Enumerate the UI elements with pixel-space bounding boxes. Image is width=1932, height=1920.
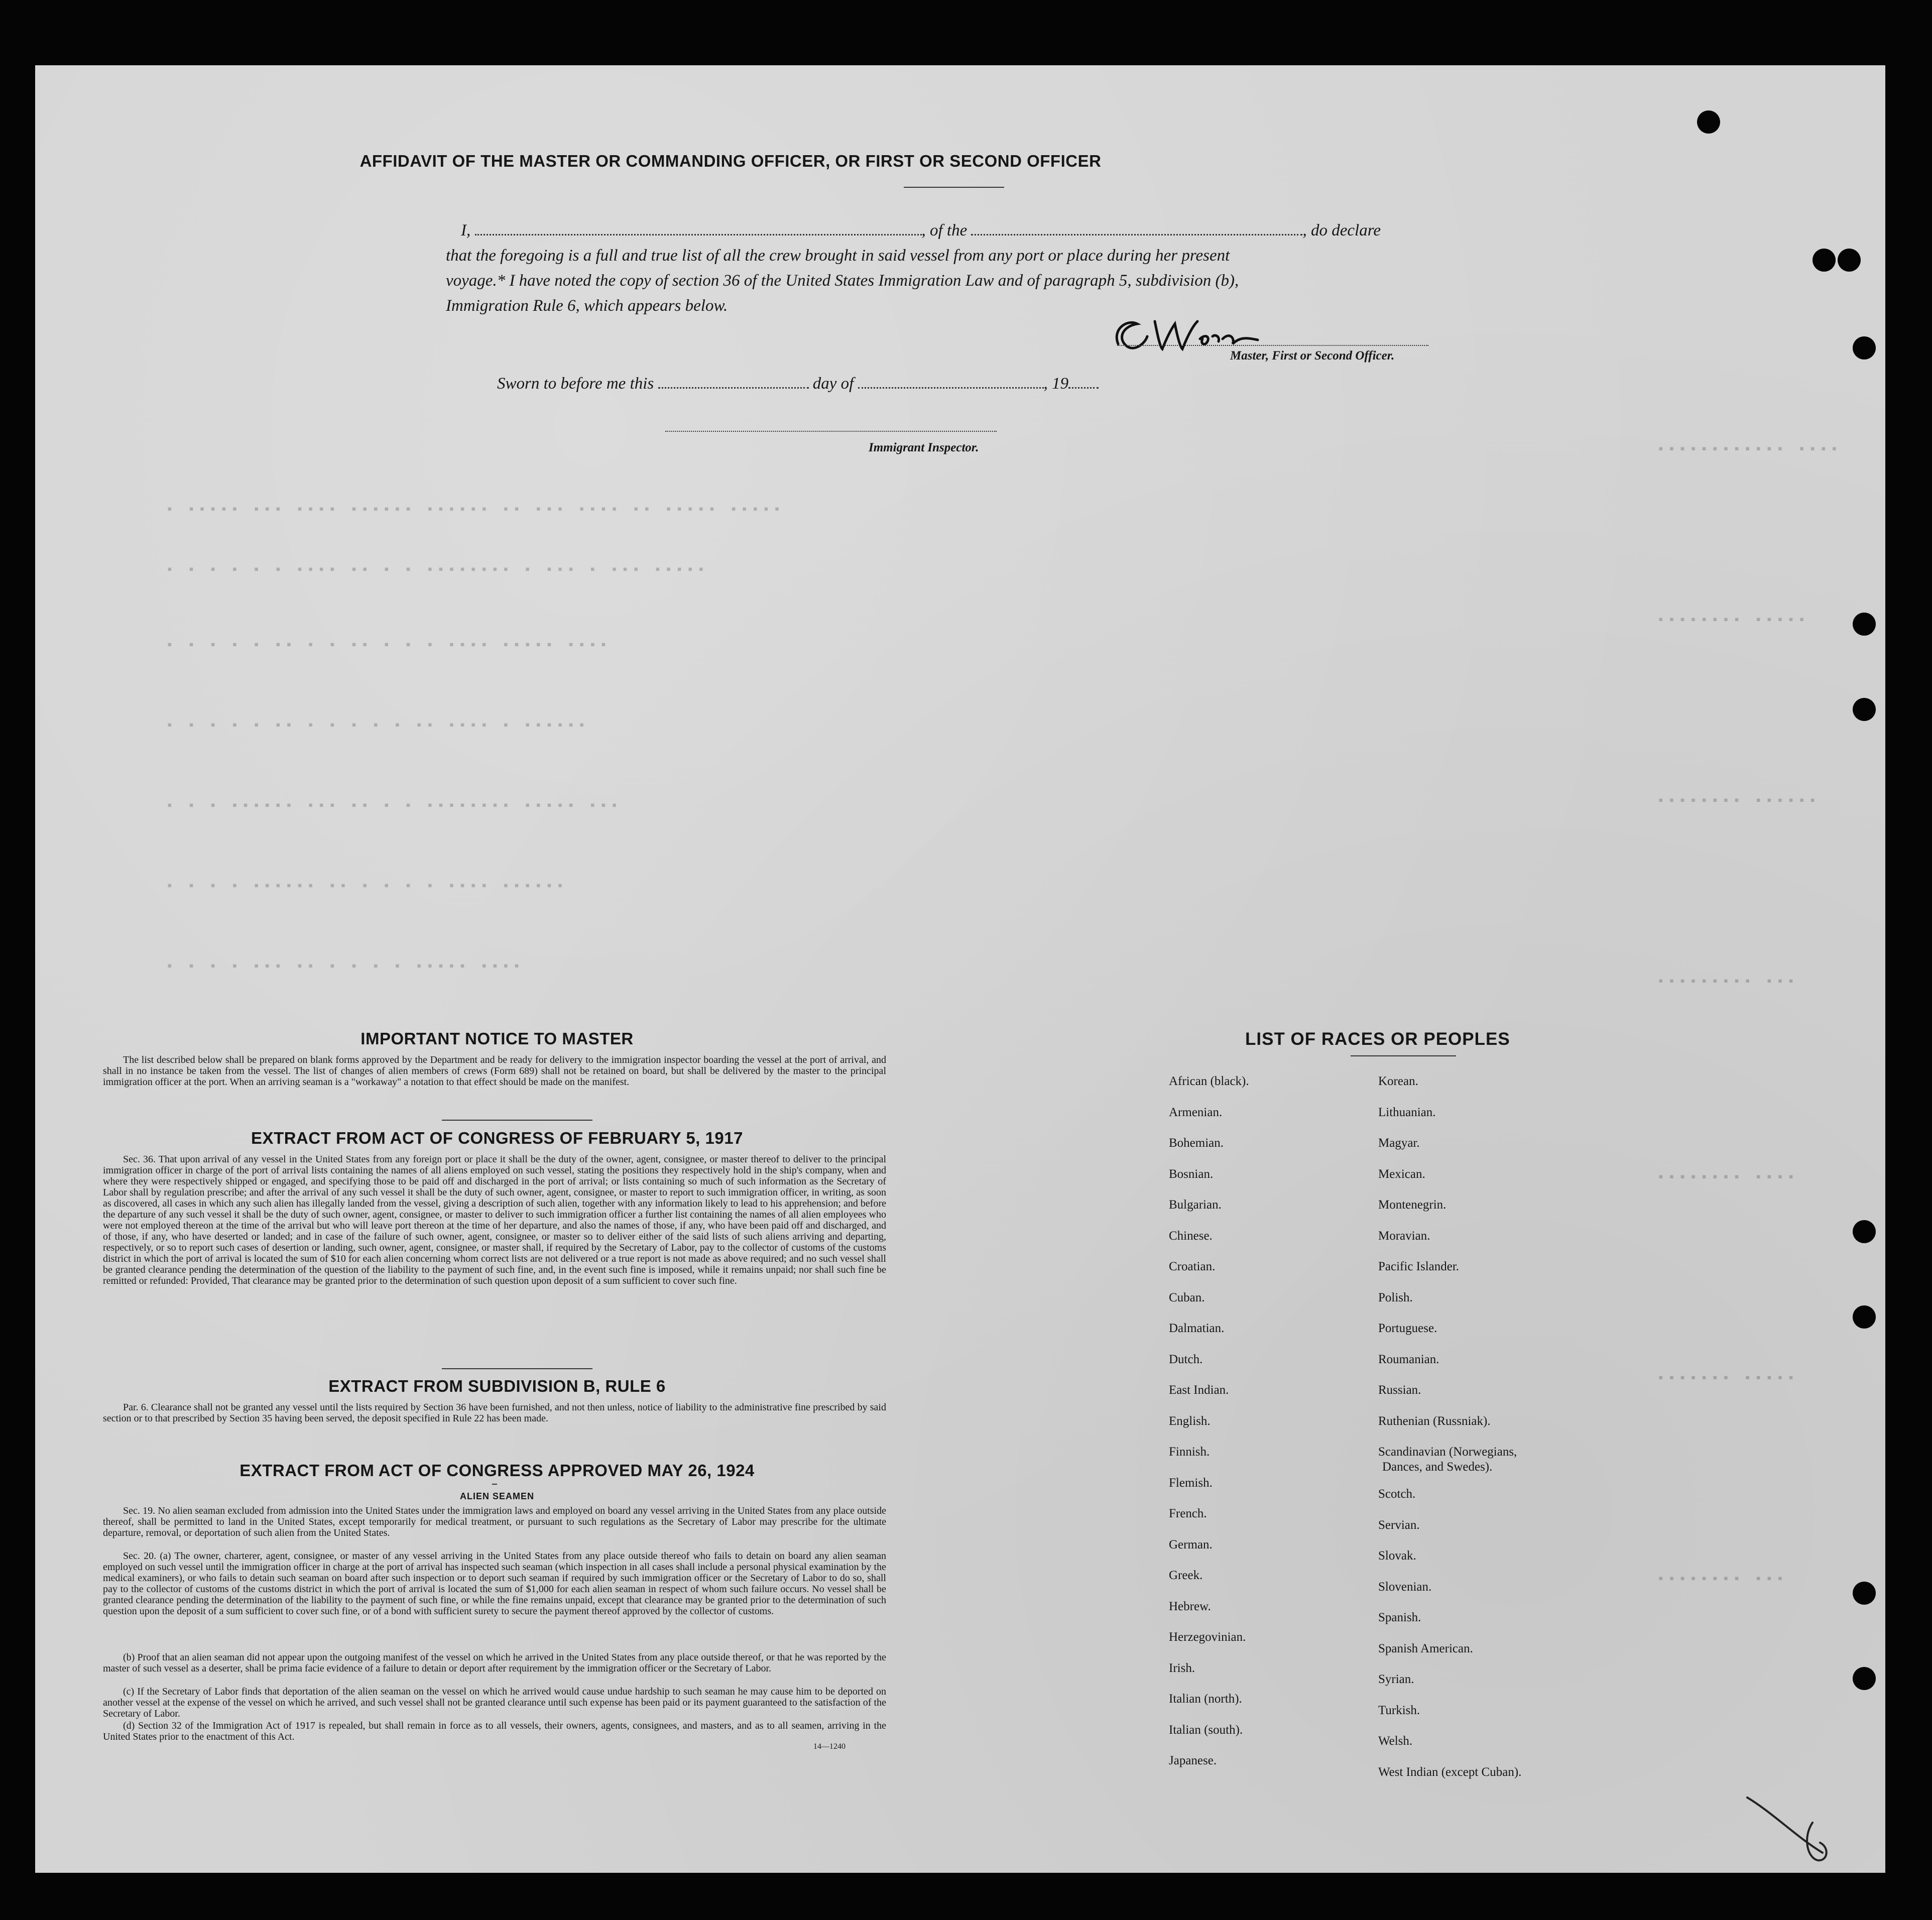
vessel-blank[interactable] (971, 221, 1302, 235)
race-item: Croatian. (1169, 1260, 1216, 1273)
notice-body: The list described below shall be prepared on blank forms approved by the Department and be ready for delivery to the immigration inspector boarding the vessel at the port of arrival, and shall in no instance be taken from the vessel. The list of changes of alien members of crews (Form 689) shall not be retained on board, but shall be delivered by the master to the principal immigration officer at the port. When an arriving seaman is a "workaway" a notation to that effect should be made on the manifest. (103, 1054, 886, 1088)
sworn-day-blank[interactable] (658, 374, 809, 389)
extract-1924-sec20c: (c) If the Secretary of Labor finds that deportation of the alien seaman on the vessel on which he arrived would cause undue hardship to such seaman he may cause him to be deported on another vessel at the expense of the vessel on which he arrived, and such vessel shall not be granted clearance until such expense has been paid or its payment guaranteed to the satisfaction of the Secretary of Labor. (103, 1686, 886, 1719)
divider-3 (492, 1484, 497, 1485)
races-right-column (1378, 1074, 1521, 1796)
race-item: Welsh. (1378, 1734, 1413, 1748)
race-item: Polish. (1378, 1290, 1413, 1304)
race-item: English. (1169, 1414, 1211, 1428)
race-item: Russian. (1378, 1383, 1421, 1397)
extract-1917-title: EXTRACT FROM ACT OF CONGRESS OF FEBRUARY 5, 1917 (251, 1129, 743, 1147)
race-item: Dalmatian. (1169, 1322, 1225, 1335)
race-item: Dances, and Swedes). (1382, 1460, 1493, 1474)
race-item: Bohemian. (1169, 1136, 1224, 1150)
handwritten-mark (1742, 1792, 1843, 1868)
affidavit-i: I, (461, 221, 471, 239)
affidavit-declaration-line (461, 218, 1381, 243)
race-item: Finnish. (1169, 1445, 1210, 1459)
race-item: Servian. (1378, 1518, 1420, 1532)
sworn-month-blank[interactable] (858, 374, 1044, 389)
race-item: Korean. (1378, 1074, 1418, 1088)
affidavit-line-4: Immigration Rule 6, which appears below. (446, 297, 728, 315)
race-item: French. (1169, 1507, 1207, 1520)
race-item: Spanish American. (1378, 1641, 1473, 1655)
races-title: LIST OF RACES OR PEOPLES (1245, 1029, 1510, 1049)
race-item: Irish. (1169, 1661, 1195, 1675)
inspector-signature-line[interactable] (665, 431, 997, 432)
sworn-year-blank[interactable] (1068, 374, 1099, 389)
race-item: Moravian. (1378, 1229, 1430, 1243)
race-item: Chinese. (1169, 1229, 1213, 1243)
extract-1924-subtitle: ALIEN SEAMEN (459, 1491, 534, 1501)
sworn-year: , 19 (1043, 375, 1069, 393)
races-left-column (1169, 1074, 1249, 1785)
race-item: Portuguese. (1378, 1322, 1437, 1335)
race-item: Flemish. (1169, 1476, 1213, 1490)
affidavit-of-the: , of the (921, 221, 968, 239)
race-item: Montenegrin. (1378, 1198, 1446, 1212)
extract-rule6-body: Par. 6. Clearance shall not be granted any vessel until the lists required by Section 36 have been furnished, and not then unless, notice of liability to the administrative fine prescribed by said section or to that prescribed by Section 35 having been served, the deposit specified in Rule 22 has been made. (103, 1402, 886, 1424)
sworn-prefix: Sworn to before me this (497, 375, 654, 393)
affidavit-line-3: voyage.* I have noted the copy of section 36 of the United States Immigration Law and of paragraph 5, subdivision (b), (446, 272, 1239, 290)
form-number: 14—1240 (813, 1742, 846, 1751)
manifest-back-page: ▪ ▪▪▪▪▪ ▪▪▪ ▪▪▪▪ ▪▪▪▪▪▪ ▪▪▪▪▪▪ ▪▪ ▪▪▪ ▪▪▪▪ ▪▪ ▪▪▪▪▪ ▪▪▪▪▪ ▪ ▪ ▪ ▪ ▪ ▪ ▪▪▪▪ ▪▪ ▪ ▪ ▪▪▪▪▪▪▪▪ ▪ ▪▪▪ ▪ ▪▪▪ ▪▪▪▪▪ ▪ ▪ ▪ ▪ ▪ ▪▪ ▪ ▪ ▪▪ ▪ ▪ ▪ ▪▪▪▪ ▪▪▪▪▪ ▪▪▪▪ ▪ ▪ ▪ ▪ ▪ ▪▪ ▪ ▪ ▪ ▪ ▪ ▪▪ ▪▪▪▪ ▪ ▪▪▪▪▪▪ ▪ ▪ ▪ ▪▪▪▪▪▪ ▪▪▪ ▪▪ ▪ ▪ ▪▪▪▪▪▪▪▪ ▪▪▪▪▪ ▪▪▪ ▪ ▪ ▪ ▪ ▪▪▪▪▪▪ ▪▪ ▪ ▪ ▪ ▪ ▪▪▪▪ ▪▪▪▪▪▪ ▪ ▪ ▪ ▪ ▪▪▪ ▪▪ ▪ ▪ ▪ ▪ ▪▪▪▪▪ ▪▪▪▪ ▪▪▪▪▪▪▪▪▪▪▪▪ ▪▪▪▪ ▪▪▪▪▪▪▪▪ ▪▪▪▪▪ ▪▪▪▪▪▪▪▪ ▪▪▪▪▪▪ ▪▪▪▪▪▪▪▪▪ ▪▪▪ ▪▪▪▪▪▪▪▪ ▪▪▪▪ ▪▪▪▪▪▪▪ ▪▪▪▪▪ ▪▪▪▪▪▪▪▪ ▪▪▪ AFFIDAVIT OF THE MASTER OR COMMANDING OFFICER, OR FIRST OR SECOND OFFICER I, , of the , do declare that the foregoing is a full and true list of all the crew brought in said vessel from any port or place during her present voyage.* I have noted the copy of section 36 of the United States Immigration Law and of paragraph 5, subdivision (b), Immigration Rule 6, which appears below. Master, First or Second Officer. Sworn to before me this day of , 19 Immigrant Inspector. IMPORTANT NOTICE TO MASTER The list described below shall be prepared on blank forms approved by the Department and be ready for delivery to the immigration inspector boarding the vessel at the port of arrival, and shall in no instance be taken from the vessel. The list of changes of alien members of crews (Form 689) shall not be retained on board, but shall be delivered by the master to the principal immigration officer at the port. When an arriving seaman is a "workaway" a notation to that effect should be made on the manifest. EXTRACT FROM ACT OF CONGRESS OF FEBRUARY 5, 1917 Sec. 36. That upon arrival of any vessel in the United States from any foreign port or place it shall be the duty of the owner, agent, consignee, or master thereof to deliver to the principal immigration officer in charge of the port of arrival lists containing the names of all aliens employed on such vessel, stating the positions they respectively hold in the ship's company, when and where they were respectively shipped or engaged, and specifying those to be paid off and discharged in the port of arrival; or lists containing so much of such information as the Secretary of Labor shall by regulation prescribe; and after the arrival of any such vessel it shall be the duty of such owner, agent, consignee, or master to report to such immigration officer, in writing, as soon as discovered, all cases in which any such alien has illegally landed from the vessel, giving a description of such alien, together with any information likely to lead to his apprehension; and before the departure of any such vessel it shall be the duty of such owner, agent, consignee, or master to deliver to such immigration officer a further list containing the names of all alien employees who were not employed thereon at the time of the arrival but who will leave port thereon at the time of her departure, and also the names of those, if any, who have been paid off and discharged, and of those, if any, who have deserted or landed; and in case of the failure of such owner, agent, consignee, or master so to deliver either of the said lists of such aliens arriving and departing, respectively, or so to report such cases of desertion or landing, such owner, agent, consignee, or master shall, if required by the Secretary of Labor, pay to the collector of customs of the customs district in which the port of arrival is located the sum of $10 for each alien concerning whom correct lists are not delivered or a true report is not made as above required; and no such vessel shall be granted clearance pending the determination of the question of the liability to the payment of such fine, and, in the event such fine is imposed, while it remains unpaid; nor shall such fine be remitted or refunded: Provided, That clearance may be granted prior to the determination of such question upon deposit of a sum sufficient to cover such fine. EXTRACT FROM SUBDIVISION B, RULE 6 Par. 6. Clearance shall not be granted any vessel until the lists required by Section 36 have been furnished, and not then unless, notice of liability to the administrative fine prescribed by said section or to that prescribed by Section 35 having been served, the deposit specified in Rule 22 has been made. EXTRACT FROM ACT OF CONGRESS APPROVED MAY 26, 1924 ALIEN SEAMEN Sec. 19. No alien seaman excluded from admission into the United States under the immigration laws and employed on board any vessel arriving in the United States from any place outside thereof, shall be permitted to land in the United States, except temporarily for medical treatment, or pursuant to such regulations as the Secretary of Labor may prescribe for the ultimate departure, removal, or deportation of such alien from the United States. Sec. 20. (a) The owner, charterer, agent, consignee, or master of any vessel arriving in the United States from any place outside thereof who fails to detain on board any alien seaman employed on such vessel until the immigration officer in charge at the port of arrival has inspected such seaman (which inspection in all cases shall include a personal physical examination by the medical examiners), or who fails to detain such seaman on board after such inspection or to deport such seaman if required by such immigration officer or the Secretary of Labor to do so, shall pay to the collector of customs of the customs district in which the port of arrival is located the sum of $1,000 for each alien seaman in respect of whom such failure occurs. No vessel shall be granted clearance pending the determination of the liability to the payment of such fine, or while the fine remains unpaid, except that clearance may be granted prior to the determination of such question upon the deposit of a sum sufficient to cover such fine, or of a bond with sufficient surety to secure the payment thereof approved by the collector of customs. (b) Proof that an alien seaman did not appear upon the outgoing manifest of the vessel on which he arrived in the United States from any place outside thereof, or that he was reported by the master of such vessel as a deserter, shall be prima facie evidence of a failure to detain or deport after requirement by the immigration officer or the Secretary of Labor. (c) If the Secretary of Labor finds that deportation of the alien seaman on the vessel on which he arrived would cause undue hardship to such seaman he may cause him to be deported on another vessel at the expense of the vessel on which he arrived, and such vessel shall not be granted clearance until such expense has been paid or its payment guaranteed to the satisfaction of the Secretary of Labor. (d) Section 32 of the Immigration Act of 1917 is repealed, but shall remain in force as to all vessels, their owners, agents, consignees, and masters, and as to all seamen, arriving in the United States prior to the enactment of this Act. 14—1240 LIST OF RACES OR PEOPLES African (black). Armenian. Bohemian. Bosnian. Bulgarian. Chinese. Croatian. Cuban. Dalmatian. Dutch. East Indian. English. Finnish. Flemish. French. German. Greek. Hebrew. Herzegovinian. Irish. Italian (north). Italian (south). Japanese. Korean. Lithuanian. Magyar. Mexican. Montenegrin. Moravian. Pacific Islander. Polish. Portuguese. Roumanian. Russian. Ruthenian (Russniak). Scandinavian (Norwegians, Dances, and Swedes). Scotch. Servian. Slovak. Slovenian. Spanish. Spanish American. Syrian. Turkish. Welsh. West Indian (except Cuban). (35, 65, 1885, 1873)
race-item: Cuban. (1169, 1290, 1205, 1304)
divider-1 (442, 1120, 592, 1121)
affidavit-do-declare: , do declare (1302, 221, 1381, 239)
extract-1924-sec20d: (d) Section 32 of the Immigration Act of 1917 is repealed, but shall remain in force as to all vessels, their owners, agents, consignees, and masters, and as to all seamen, arriving in the United States prior to the enactment of this Act. (103, 1720, 886, 1742)
race-item: Italian (south). (1169, 1723, 1243, 1737)
affidavit-title: AFFIDAVIT OF THE MASTER OR COMMANDING OFFICER, OR FIRST OR SECOND OFFICER (359, 152, 1102, 170)
race-item: Hebrew. (1169, 1599, 1211, 1613)
affidavit-line-2: that the foregoing is a full and true list of all the crew brought in said vessel from any port or place during her present (446, 247, 1230, 265)
extract-1917-body: Sec. 36. That upon arrival of any vessel in the United States from any foreign port or place it shall be the duty of the owner, agent, consignee, or master thereof to deliver to the principal immigration officer in charge of the port of arrival lists containing the names of all aliens employed on such vessel, stating the positions they respectively hold in the ship's company, when and where they were respectively shipped or engaged, and specifying those to be paid off and discharged in the port of arrival; or lists containing so much of such information as the Secretary of Labor shall by regulation prescribe; and after the arrival of any such vessel it shall be the duty of such owner, agent, consignee, or master to report to such immigration officer, in writing, as soon as discovered, all cases in which any such alien has illegally landed from the vessel, giving a description of such alien, together with any information likely to lead to his apprehension; and before the departure of any such vessel it shall be the duty of such owner, agent, consignee, or master to deliver to such immigration officer a further list containing the names of all alien employees who were not employed thereon at the time of the arrival but who will leave port thereon at the time of her departure, and also the names of those, if any, who have been paid off and discharged, and of those, if any, who have deserted or landed; and in case of the failure of such owner, agent, consignee, or master so to deliver either of the said lists of such aliens arriving and departing, respectively, or so to report such cases of desertion or landing, such owner, agent, consignee, or master shall, if required by the Secretary of Labor, pay to the collector of customs of the customs district in which the port of arrival is located the sum of $10 for each alien concerning whom correct lists are not delivered or a true report is not made as above required; and no such vessel shall be granted clearance pending the determination of the question of the liability to the payment of such fine, and, in the event such fine is imposed, while it remains unpaid; nor shall such fine be remitted or refunded: Provided, That clearance may be granted prior to the determination of such question upon deposit of a sum sufficient to cover such fine. (103, 1154, 886, 1286)
race-item: Pacific Islander. (1378, 1260, 1460, 1273)
race-item: Bulgarian. (1169, 1198, 1222, 1212)
race-item: Magyar. (1378, 1136, 1420, 1150)
sworn-line (497, 372, 1099, 396)
race-item: Slovenian. (1378, 1580, 1432, 1594)
race-item: Scandinavian (Norwegians, (1378, 1445, 1517, 1459)
race-item: Armenian. (1169, 1105, 1223, 1119)
notice-title: IMPORTANT NOTICE TO MASTER (360, 1029, 634, 1048)
divider-2 (442, 1368, 592, 1369)
inspector-caption: Immigrant Inspector. (869, 441, 979, 454)
extract-rule6-title: EXTRACT FROM SUBDIVISION B, RULE 6 (328, 1377, 666, 1395)
race-item: Lithuanian. (1378, 1105, 1436, 1119)
race-item: Mexican. (1378, 1167, 1425, 1181)
race-item: Bosnian. (1169, 1167, 1214, 1181)
sworn-day-of: day of (812, 375, 854, 393)
title-divider (904, 187, 1004, 188)
race-item: Roumanian. (1378, 1352, 1439, 1366)
race-item: Slovak. (1378, 1549, 1416, 1563)
race-item: East Indian. (1169, 1383, 1229, 1397)
race-item: Syrian. (1378, 1672, 1414, 1686)
race-item: Dutch. (1169, 1352, 1203, 1366)
race-item: German. (1169, 1537, 1213, 1551)
signature-caption: Master, First or Second Officer. (1230, 349, 1395, 363)
race-item: Turkish. (1378, 1703, 1420, 1717)
extract-1924-sec20b: (b) Proof that an alien seaman did not appear upon the outgoing manifest of the vessel on which he arrived in the United States from any place outside thereof, or that he was reported by the master of such vessel as a deserter, shall be prima facie evidence of a failure to detain or deport after requirement by the immigration officer or the Secretary of Labor. (103, 1652, 886, 1674)
race-item: West Indian (except Cuban). (1378, 1765, 1522, 1779)
extract-1924-title: EXTRACT FROM ACT OF CONGRESS APPROVED MAY 26, 1924 (239, 1461, 755, 1480)
race-item: Greek. (1169, 1569, 1203, 1582)
race-item: Scotch. (1378, 1487, 1416, 1501)
name-blank[interactable] (475, 221, 922, 235)
extract-1924-sec19: Sec. 19. No alien seaman excluded from admission into the United States under the immigration laws and employed on board any vessel arriving in the United States from any place outside thereof, shall be permitted to land in the United States, except temporarily for medical treatment, or pursuant to such regulations as the Secretary of Labor may prescribe for the ultimate departure, removal, or deportation of such alien from the United States. (103, 1505, 886, 1538)
race-item: Spanish. (1378, 1611, 1421, 1624)
races-divider (1351, 1055, 1456, 1056)
race-item: African (black). (1169, 1074, 1249, 1088)
signature-line (1117, 345, 1428, 346)
extract-1924-sec20a: Sec. 20. (a) The owner, charterer, agent, consignee, or master of any vessel arriving in the United States from any place outside thereof who fails to detain on board any alien seaman employed on such vessel until the immigration officer in charge at the port of arrival has inspected such seaman (which inspection in all cases shall include a personal physical examination by the medical examiners), or who fails to detain such seaman on board after such inspection or to deport such seaman if required by such immigration officer or the Secretary of Labor to do so, shall pay to the collector of customs of the customs district in which the port of arrival is located the sum of $1,000 for each alien seaman in respect of whom such failure occurs. No vessel shall be granted clearance pending the determination of the liability to the payment of such fine, or while the fine remains unpaid, except that clearance may be granted prior to the determination of such question upon the deposit of a sum sufficient to cover such fine, or of a bond with sufficient surety to secure the payment thereof approved by the collector of customs. (103, 1550, 886, 1617)
race-item: Ruthenian (Russniak). (1378, 1414, 1491, 1428)
race-item: Herzegovinian. (1169, 1630, 1246, 1644)
race-item: Italian (north). (1169, 1692, 1242, 1706)
race-item: Japanese. (1169, 1754, 1217, 1767)
